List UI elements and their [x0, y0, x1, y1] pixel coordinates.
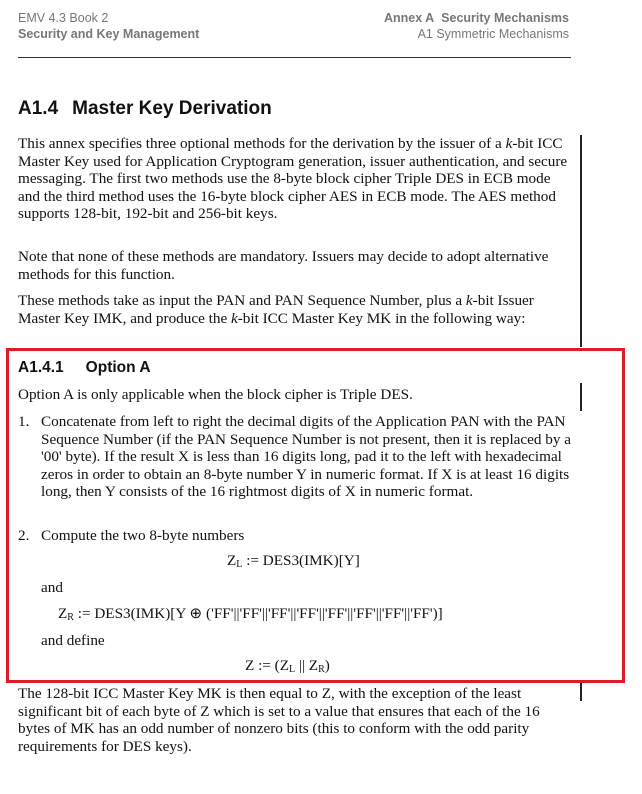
- running-header-right: [384, 10, 569, 42]
- subsection-title: Option A: [85, 359, 151, 376]
- option-intro: Option A is only applicable when the block cipher is Triple DES.: [18, 386, 413, 403]
- change-bar: [580, 683, 582, 701]
- running-header-left: [18, 10, 199, 42]
- list-text: Compute the two 8-byte numbers: [41, 527, 245, 544]
- section-heading: [18, 98, 272, 120]
- equation-z: Z := ($Z_L$ || $Z_R$): [245, 657, 330, 675]
- list-item: [18, 527, 573, 545]
- subsection-number: A1.4.1: [18, 359, 64, 376]
- intro-paragraph: This annex specifies three optional methods for the derivation by the issuer of a k-bit ICC Master Key used for Application Cryptogram generation, issuer authentication, and secure messaging. The first two methods use the 8-byte block cipher Triple DES in ECB mode and the third method uses the 16-byte block cipher AES in ECB mode. The AES method supports 128-bit, 192-bit and 256-bit keys.: [18, 135, 568, 222]
- list-number: 1.: [18, 413, 30, 430]
- define-label: and define: [41, 632, 105, 649]
- methods-paragraph: These methods take as input the PAN and PAN Sequence Number, plus a k-bit Issuer Master Key IMK, and produce the k-bit ICC Master Key MK in the following way:: [18, 292, 534, 327]
- and-label: and: [41, 579, 63, 596]
- note-paragraph: Note that none of these methods are mandatory. Issuers may decide to adopt alternative methods for this function.: [18, 248, 549, 283]
- equation-zr: $Z_R$ := DES3(IMK)[Y ⊕ ('FF'||'FF'||'FF'||'FF'||'FF'||'FF'||'FF'||'FF')]: [58, 605, 443, 623]
- section-label: A1 Symmetric Mechanisms: [417, 27, 569, 41]
- annex-heading: [384, 10, 569, 26]
- list-number: 2.: [18, 527, 30, 544]
- book-title: Security and Key Management: [18, 27, 200, 41]
- section-number: A1.4: [18, 98, 59, 119]
- list-item: [18, 413, 573, 501]
- header-rule: [18, 57, 571, 58]
- final-paragraph: The 128-bit ICC Master Key MK is then equal to Z, with the exception of the least significant bit of each byte of Z which is set to a value that ensures that each of the 16 bytes of MK has an odd number of nonzero bits (this to conform with the odd parity requirements for DES keys).: [18, 685, 540, 755]
- equation-zl: $Z_L$ := DES3(IMK)[Y]: [227, 552, 360, 570]
- book-label: EMV 4.3 Book 2: [18, 11, 109, 25]
- subsection-heading: [18, 359, 151, 377]
- list-text: Concatenate from left to right the decimal digits of the Application PAN with the PAN Sequence Number (if the PAN Sequence Number is not present, then it is replaced by a '00' byte). If the result X is less than 16 digits long, pad it to the left with hexadecimal zeros in order to obtain an 8-byte number Y in numeric format. If X is at least 16 digits long, then Y consists of the 16 rightmost digits of X in numeric format.: [41, 413, 572, 500]
- annex-label: Annex A: [383, 11, 435, 25]
- annex-title: Security Mechanisms: [441, 11, 569, 25]
- section-title: Master Key Derivation: [72, 98, 272, 119]
- change-bar: [580, 135, 582, 347]
